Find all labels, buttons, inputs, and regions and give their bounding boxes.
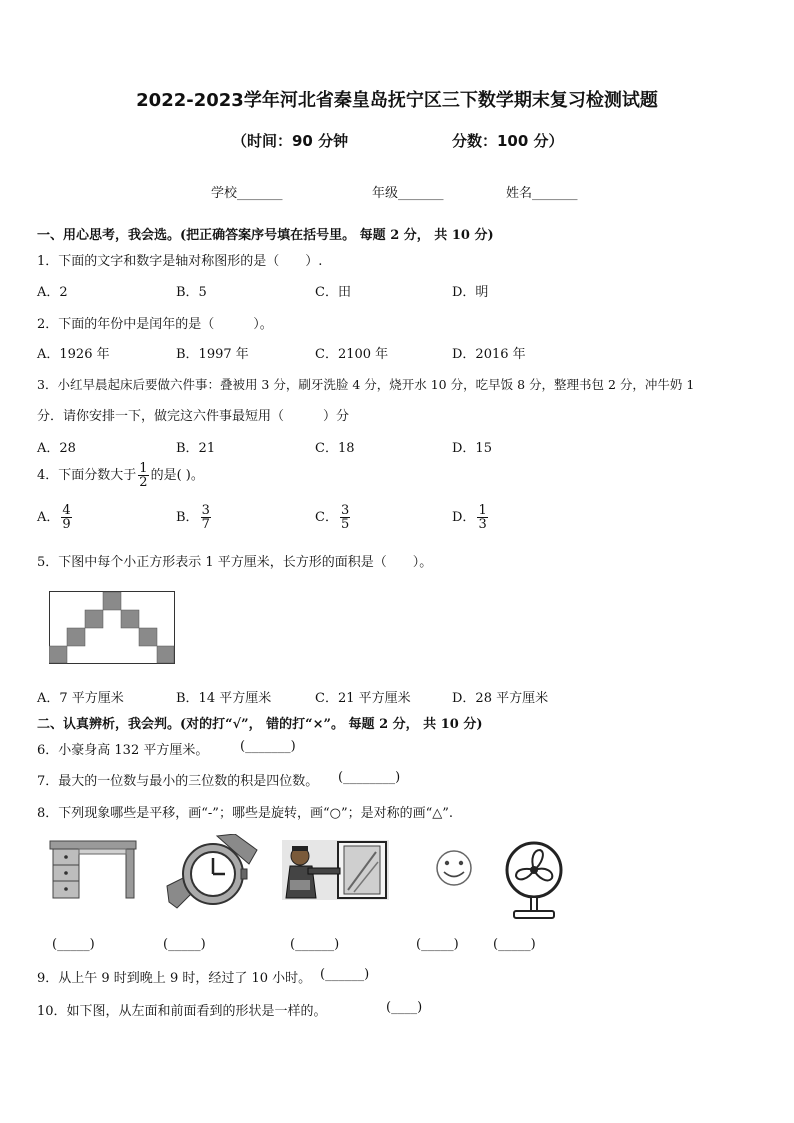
question-3-line-2: 分．请你安排一下，做完这六件事最短用（ ）分 [37,409,350,424]
q4-suffix: 的是( )。 [150,468,204,483]
exam-time: （时间：90 分钟 [232,132,349,150]
q3-option-b: B．21 [176,441,216,456]
school-field: 学校_______ [211,186,283,201]
q8-blank-1: (_____) [52,937,95,952]
q4-option-b-denominator: 7 [201,517,210,532]
q1-option-c: C．田 [315,285,351,300]
q4-option-b [176,504,213,531]
q5-option-a: A．7 平方厘米 [37,691,124,706]
q4-option-d [452,504,490,531]
q4-fraction-numerator: 1 [139,461,148,476]
q4-option-d-denominator: 3 [478,517,487,532]
q4-option-c [315,504,352,531]
q8-blank-3: (______) [290,937,340,952]
q2-option-a: A．1926 年 [37,347,110,362]
q5-option-c: C．21 平方厘米 [315,691,411,706]
q4-fraction [138,462,148,489]
q4-option-d-label: D． [452,510,476,525]
smiley-face-icon [430,848,478,888]
question-6: 6．小豪身高 132 平方厘米。 [37,743,209,758]
q4-option-c-numerator: 3 [340,503,350,518]
q7-answer-blank: (________) [338,770,401,785]
question-1: 1．下面的文字和数字是轴对称图形的是（ ）. [37,254,323,269]
q4-prefix: 4．下面分数大于 [37,468,137,483]
q1-option-a: A．2 [37,285,68,300]
question-5: 5．下图中每个小正方形表示 1 平方厘米，长方形的面积是（ ）。 [37,555,433,570]
q4-option-c-label: C． [315,510,338,525]
q4-option-c-fraction [340,504,350,531]
desk-icon [48,838,140,902]
q3-option-a: A．28 [37,441,76,456]
grade-field: 年级_______ [372,186,444,201]
q4-option-a-fraction [61,504,71,531]
q1-option-d: D．明 [452,285,489,300]
question-3-line-1: 3．小红早晨起床后要做六件事：叠被用 3 分，刷牙洗脸 4 分，烧开水 10 分，吃早饭 8 分，整理书包 2 分，冲牛奶 1 [37,377,695,392]
question-9: 9．从上午 9 时到晚上 9 时，经过了 10 小时。 [37,971,312,986]
q2-option-b: B．1997 年 [176,347,249,362]
q3-option-d: D．15 [452,441,492,456]
section-2-heading: 二、认真辨析，我会判。(对的打“√”， 错的打“×”。 每题 2 分， 共 10 分) [37,717,483,732]
question-10: 10．如下图，从左面和前面看到的形状是一样的。 [37,1004,327,1019]
q5-option-b: B．14 平方厘米 [176,691,272,706]
section-1-heading: 一、用心思考，我会选。(把正确答案序号填在括号里。 每题 2 分， 共 10 分) [37,228,494,243]
q4-fraction-denominator: 2 [139,475,148,490]
q8-blank-5: (_____) [493,937,536,952]
exam-score: 分数：100 分） [452,132,564,150]
wristwatch-icon [165,834,259,910]
q5-option-d: D．28 平方厘米 [452,691,549,706]
q4-option-a-numerator: 4 [62,503,71,518]
name-field: 姓名_______ [506,186,578,201]
q2-option-c: C．2100 年 [315,347,389,362]
q4-option-c-denominator: 5 [340,517,350,532]
q4-option-b-numerator: 3 [201,503,210,518]
electric-fan-icon [500,840,568,920]
q8-blank-2: (_____) [163,937,206,952]
question-2: 2．下面的年份中是闰年的是（ ）。 [37,317,273,332]
question-7: 7．最大的一位数与最小的三位数的积是四位数。 [37,774,319,789]
q4-option-b-label: B． [176,510,199,525]
question-8: 8．下列现象哪些是平移，画“-”；哪些是旋转，画“○”；是对称的画“△”. [37,806,454,821]
q1-option-b: B．5 [176,285,207,300]
q8-blank-4: (_____) [416,937,459,952]
q4-option-a [37,504,74,531]
q9-answer-blank: (______) [320,967,370,982]
q4-option-a-label: A． [37,510,60,525]
question-4 [37,462,204,489]
q2-option-d: D．2016 年 [452,347,526,362]
staircase-rectangle-figure [49,591,176,664]
person-pushing-window-icon [282,840,389,900]
q10-answer-blank: (____) [386,1000,423,1015]
q4-option-d-fraction [477,504,487,531]
page-title: 2022-2023学年河北省秦皇岛抚宁区三下数学期末复习检测试题 [136,90,658,111]
q4-option-a-denominator: 9 [62,517,71,532]
q6-answer-blank: (_______) [240,739,296,754]
q3-option-c: C．18 [315,441,355,456]
q4-option-d-numerator: 1 [478,503,487,518]
q4-option-b-fraction [201,504,211,531]
